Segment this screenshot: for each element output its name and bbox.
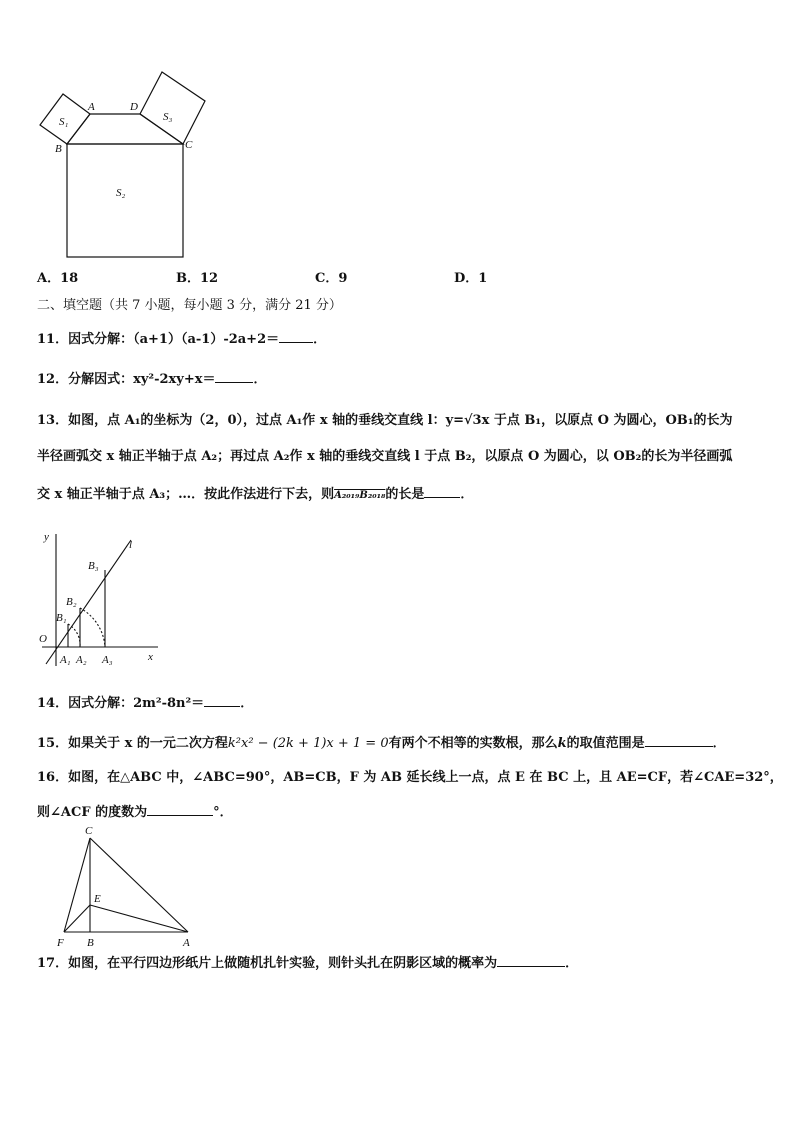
label-A1: A₁	[60, 654, 71, 666]
label-A: A	[183, 937, 190, 949]
label-A: A	[88, 101, 95, 113]
choice-c[interactable]: C．9	[315, 271, 348, 286]
question-14: 14．因式分解：2m²-8n²＝ ．	[37, 696, 254, 711]
answer-blank-17[interactable]	[497, 954, 565, 967]
figure-squares-trapezoid	[30, 68, 215, 263]
label-S1: S₁	[59, 116, 69, 128]
label-l: l	[129, 539, 133, 551]
question-13-line3: 交 x 轴正半轴于点 A₃；…．按此作法进行下去，则A₂₀₁₉B₂₀₁₈的长是 ．	[37, 487, 474, 502]
label-S3: S₃	[163, 111, 173, 123]
label-E: E	[94, 893, 101, 905]
arc-1	[68, 624, 80, 647]
label-B2: B₂	[66, 596, 77, 608]
label-A2: A₂	[76, 654, 87, 666]
label-S2: S₂	[116, 187, 126, 199]
choice-b[interactable]: B．12	[176, 271, 219, 286]
label-B: B	[87, 937, 94, 949]
answer-blank-11[interactable]	[279, 330, 313, 343]
label-O: O	[39, 633, 47, 645]
equation: k²x² − (2k + 1)x + 1 = 0	[227, 736, 389, 751]
line-l	[46, 540, 131, 664]
question-16-line2: 则∠ACF 的度数为 °．	[37, 805, 233, 820]
question-13-line1: 13．如图，点 A₁的坐标为（2，0），过点 A₁作 x 轴的垂线交直线 l：y=√3x 于点 B₁，以原点 O 为圆心，OB₁的长为	[37, 413, 733, 428]
arc-notation: A₂₀₁₉B₂₀₁₈	[334, 490, 386, 501]
label-B1: B₁	[56, 612, 67, 624]
label-B3: B₃	[88, 560, 99, 572]
section-title: 二、填空题（共 7 小题，每小题 3 分，满分 21 分）	[37, 298, 342, 313]
question-16-line1: 16．如图，在△ABC 中，∠ABC=90°，AB=CB，F 为 AB 延长线上一点，点 E 在 BC 上，且 AE=CF，若∠CAE=32°，	[37, 770, 783, 785]
label-y: y	[44, 531, 49, 543]
square-s2	[67, 144, 183, 257]
label-C: C	[185, 139, 193, 151]
answer-blank-16[interactable]	[147, 803, 213, 816]
answer-blank-12[interactable]	[215, 370, 253, 383]
square-s3	[140, 72, 205, 144]
question-13-line2: 半径画弧交 x 轴正半轴于点 A₂；再过点 A₂作 x 轴的垂线交直线 l 于点 B₂，以原点 O 为圆心，以 OB₂的长为半径画弧	[37, 449, 733, 464]
figure-triangle	[50, 822, 200, 950]
choice-a[interactable]: A．18	[37, 271, 79, 286]
answer-blank-13[interactable]	[424, 485, 460, 498]
sqrt3: √3	[464, 413, 482, 428]
label-F: F	[57, 937, 64, 949]
question-11: 11．因式分解：（a+1）（a-1）-2a+2＝ ．	[37, 332, 327, 347]
label-A3: A₃	[102, 654, 113, 666]
arc-2	[80, 608, 105, 647]
label-x: x	[148, 651, 153, 663]
choice-d[interactable]: D．1	[454, 271, 488, 286]
question-12: 12．分解因式：xy²-2xy+x＝ ．	[37, 372, 267, 387]
answer-blank-15[interactable]	[645, 734, 713, 747]
label-B: B	[55, 143, 62, 155]
label-C: C	[85, 825, 93, 837]
segment-ca	[90, 838, 188, 932]
answer-blank-14[interactable]	[204, 694, 240, 707]
figure-line-arcs	[36, 528, 166, 670]
question-15: 15．如果关于 x 的一元二次方程k²x² − (2k + 1)x + 1 = 0有两个不相等的实数根，那么k的取值范围是 ．	[37, 736, 726, 751]
label-D: D	[130, 101, 138, 113]
question-17: 17．如图，在平行四边形纸片上做随机扎针实验，则针头扎在阴影区域的概率为 ．	[37, 956, 579, 971]
